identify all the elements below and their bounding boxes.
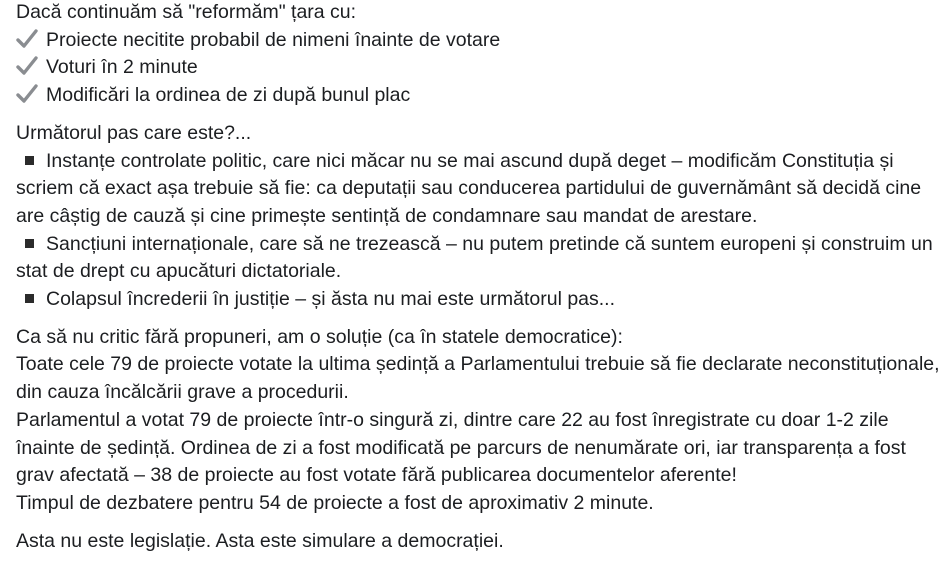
check-mark-icon	[16, 29, 38, 49]
next-step-text: Următorul pas care este?...	[16, 121, 252, 144]
black-square-bullet-icon	[25, 294, 34, 303]
bullet-item	[16, 231, 940, 286]
bullet-item-text: Colapsul încrederii în justiție – și ăsta nu mai este următorul pas...	[46, 288, 616, 311]
bullet-item	[16, 148, 940, 231]
check-item-text: Modificări la ordinea de zi după bunul plac	[46, 84, 411, 107]
bullet-item	[16, 286, 940, 314]
intro-paragraph	[16, 0, 940, 110]
black-square-bullet-icon	[25, 239, 34, 248]
closing-text: Asta nu este legislație. Asta este simulare a democrației.	[16, 529, 504, 552]
check-mark-icon	[16, 84, 38, 104]
proposal-p3: Timpul de dezbatere pentru 54 de proiecte a fost de aproximativ 2 minute.	[16, 491, 654, 514]
check-mark-icon	[16, 56, 38, 76]
intro-text: Dacă continuăm să "reformăm" țara cu:	[16, 1, 357, 23]
black-square-bullet-icon	[25, 156, 34, 165]
bullet-item-text: Instanțe controlate politic, care nici măcar nu se mai ascund după deget – modificăm Constituția și scriem că exact așa trebuie să fie: ca deputații sau conducerea partidului de guvernământ să decidă cine are câștig de cauză și cine primește sentință de condamnare sau mandat de arestare.	[16, 149, 922, 227]
proposal-paragraph	[16, 324, 940, 518]
proposal-lead: Ca să nu critic fără propuneri, am o soluție (ca în statele democratice):	[16, 325, 623, 348]
bullet-item-text: Sancțiuni internaționale, care să ne trezească – nu putem pretinde că suntem europeni și construim un stat de drept cu apucături dictatoriale.	[16, 232, 933, 283]
closing-paragraph	[16, 528, 940, 556]
check-item	[16, 82, 940, 110]
proposal-p2: Parlamentul a votat 79 de proiecte într-o singură zi, dintre care 22 au fost înregistrate cu doar 1-2 zile înainte de ședință. Ordinea de zi a fost modificată pe parcurs de nenumărate ori, iar transparența a fost grav afectată – 38 de proiecte au fost votate fără publicarea documentelor aferente!	[16, 408, 906, 487]
check-item	[16, 27, 940, 55]
proposal-p1: Toate cele 79 de proiecte votate la ultima ședință a Parlamentului trebuie să fie declarate neconstituționale, din cauza încălcării grave a procedurii.	[16, 353, 940, 404]
check-item	[16, 54, 940, 82]
check-item-text: Proiecte necitite probabil de nimeni înainte de votare	[46, 28, 501, 51]
next-step-paragraph	[16, 120, 940, 314]
check-item-text: Voturi în 2 minute	[46, 56, 198, 79]
